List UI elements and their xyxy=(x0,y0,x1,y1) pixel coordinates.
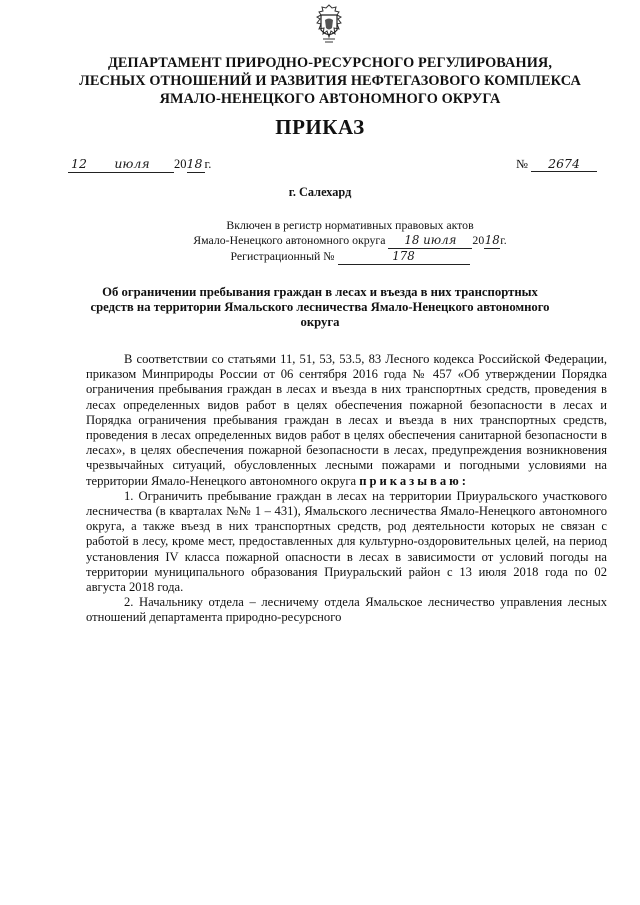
order-number-label: № xyxy=(516,157,528,171)
order-word: приказываю: xyxy=(359,473,469,488)
registry-region: Ямало-Ненецкого автономного округа xyxy=(193,233,386,247)
order-date xyxy=(68,156,211,173)
registry-stamp xyxy=(160,218,540,265)
preamble-text: В соответствии со статьями 11, 51, 53, 53.5, 83 Лесного кодекса Российской Федерации, приказом Минприроды России от 06 сентября 2016 года № 457 «Об утверждении Порядка ограничения пребывания граждан в лесах и въезда в них транспортных средств, проведения в лесах определенных видов работ в целях обеспечения пожарной безопасности в лесах и Порядка ограничения пребывания граждан в лесах и въезда в них транспортных средств, проведения в лесах определенных видов работ в целях обеспечения санитарной безопасности в лесах», в целях обеспечения пожарной безопасности в лесах, предупреждения возникновения чрезвычайных ситуаций, обусловленных лесными пожарами и погодными условиями на территории Ямало-Ненецкого автономного округа xyxy=(86,352,607,488)
order-number xyxy=(516,156,597,172)
registry-date: 18 июля xyxy=(388,233,472,249)
order-subject: Об ограничении пребывания граждан в лесах и въезда в них транспортных средств на территории Ямальского лесничества Ямало-Ненецкого автономного округа xyxy=(90,285,550,329)
registry-line-3 xyxy=(160,249,540,265)
document-type-title: ПРИКАЗ xyxy=(275,115,365,139)
order-date-year-suffix: 18 xyxy=(186,156,203,171)
registry-number: 178 xyxy=(338,249,470,265)
department-line-3: ЯМАЛО-НЕНЕЦКОГО АВТОНОМНОГО ОКРУГА xyxy=(159,91,501,107)
department-name xyxy=(0,54,640,114)
registry-year-unit: г. xyxy=(500,233,507,247)
department-line-2: ЛЕСНЫХ ОТНОШЕНИЙ И РАЗВИТИЯ НЕФТЕГАЗОВОГО КОМПЛЕКСА xyxy=(79,73,581,89)
preamble-paragraph xyxy=(86,352,607,489)
order-date-year-unit: г. xyxy=(204,157,212,171)
registry-line-2 xyxy=(160,233,540,249)
order-number-value: 2674 xyxy=(531,156,597,172)
registry-line-1: Включен в регистр нормативных правовых актов xyxy=(226,218,474,232)
registry-year-prefix: 20 xyxy=(472,233,485,247)
department-line-1: ДЕПАРТАМЕНТ ПРИРОДНО-РЕСУРСНОГО РЕГУЛИРОВАНИЯ, xyxy=(107,55,553,71)
order-date-month: июля xyxy=(114,156,150,171)
coat-of-arms-icon xyxy=(310,3,348,45)
item-1-paragraph: 1. Ограничить пребывание граждан в лесах на территории Приуральского участкового лесничества (в кварталах №№ 1 – 431), Ямальского лесничества Ямало-Ненецкого автономного округа, а также въезд в них транспортных средств, род деятельности которых не связан с работой в лесу, кроме мест, предоставленных для культурно-оздоровительных целей, на период установления IV класса пожарной опасности в лесах в зависимости от условий погоды на территории муниципального образования Приуральский район с 13 июля 2018 года по 02 августа 2018 года. xyxy=(86,488,607,595)
registry-year-suffix: 18 xyxy=(484,233,500,247)
order-body xyxy=(86,352,607,626)
registry-number-label: Регистрационный № xyxy=(230,249,335,263)
order-date-day: 12 xyxy=(71,156,87,171)
order-date-year-prefix: 20 xyxy=(174,157,187,171)
item-2-paragraph: 2. Начальнику отдела – лесничему отдела Ямальское лесничество управления лесных отношений департамента природно-ресурсного xyxy=(86,595,607,625)
city-name: г. Салехард xyxy=(288,185,352,199)
